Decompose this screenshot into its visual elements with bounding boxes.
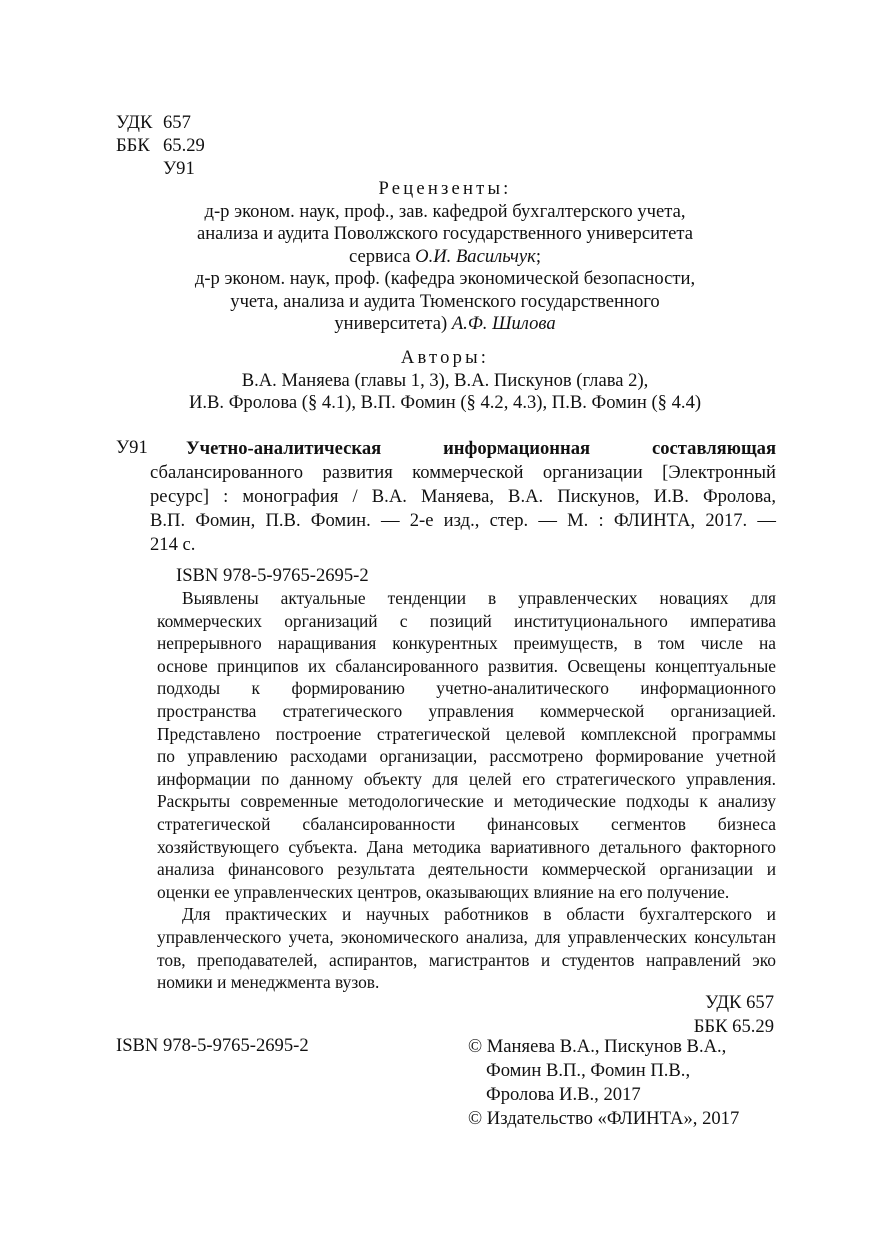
reviewer-line xyxy=(116,313,774,336)
abstract-line: Выявлены актуальные тенденции в управленческих новациях для xyxy=(182,588,776,608)
abstract-line: Раскрыты современные методологические и методические подходы к анализу xyxy=(157,791,776,812)
abstract-line: хозяйствующего субъекта. Дана методика вариативного детального факторного xyxy=(157,836,776,857)
abstract-line: пространства стратегического управления коммерческой организацией. xyxy=(157,700,776,721)
audience-line: управленческого учета, экономического анализа, для управленческих консультан xyxy=(157,926,776,947)
footer-bbk: ББК 65.29 xyxy=(693,1016,774,1037)
udk-label: УДК xyxy=(116,112,153,133)
entry-line: ресурс] : монография / В.А. Маняева, В.А. Пискунов, И.В. Фролова, xyxy=(150,486,776,507)
footer-udk: УДК 657 xyxy=(705,992,774,1013)
copyright-line: © Издательство «ФЛИНТА», 2017 xyxy=(468,1108,740,1129)
bibliographic-entry xyxy=(150,437,776,557)
copyright-line: © Маняева В.А., Пискунов В.А., xyxy=(468,1036,727,1057)
abstract-line: оценки ее управленческих центров, оказывающих влияние на его получение. xyxy=(157,881,730,902)
reviewer-line: д-р эконом. наук, проф., зав. кафедрой бухгалтерского учета, xyxy=(204,200,686,222)
footer-codes xyxy=(694,991,774,1039)
entry-line: сбалансированного развития коммерческой организации [Электронный xyxy=(150,462,776,483)
reviewers-block xyxy=(116,178,774,336)
reviewer-line: анализа и аудита Поволжского государственного университета xyxy=(196,223,694,244)
copyright-line: Фролова И.В., 2017 xyxy=(486,1084,641,1105)
reviewer-line-prefix: сервиса xyxy=(349,245,416,267)
bbk-line xyxy=(116,135,205,157)
abstract-line: стратегической сбалансированности финансовых сегментов бизнеса xyxy=(157,813,776,834)
copyright-block xyxy=(468,1035,739,1131)
entry-title: Учетно-аналитическая информационная составляющая xyxy=(186,438,776,459)
authors-block xyxy=(116,347,774,415)
reviewer-line-suffix: ; xyxy=(535,245,541,267)
reviewer-line-prefix: университета) xyxy=(334,313,452,334)
author-mark: У91 xyxy=(163,158,195,179)
abstract-line: подходы к формированию учетно-аналитического информационного xyxy=(157,678,776,699)
abstract-line: коммерческих организаций с позиций институционального императива xyxy=(157,610,776,631)
udk-line xyxy=(116,112,191,134)
abstract-line: Представлено построение стратегической целевой комплексной программы xyxy=(157,723,776,744)
footer-isbn: ISBN 978-5-9765-2695-2 xyxy=(116,1035,309,1056)
reviewer-name: А.Ф. Шилова xyxy=(451,313,556,334)
abstract-line: непрерывного наращивания конкурентных преимуществ, в том числе на xyxy=(157,633,776,654)
bbk-value: 65.29 xyxy=(163,135,205,156)
entry-line: 214 с. xyxy=(150,534,196,555)
abstract-line: по управлению расходами организации, рассмотрено формирование учетной xyxy=(157,746,776,767)
abstract-line: информации по данному объекту для целей его стратегического управления. xyxy=(157,768,776,789)
authors-line: И.В. Фролова (§ 4.1), В.П. Фомин (§ 4.2, 4.3), П.В. Фомин (§ 4.4) xyxy=(188,392,702,413)
abstract xyxy=(157,587,776,994)
bbk-label: ББК xyxy=(116,135,150,156)
reviewers-heading: Рецензенты: xyxy=(378,178,512,199)
entry-code: У91 xyxy=(116,437,148,458)
authors-line: В.А. Маняева (главы 1, 3), В.А. Пискунов (глава 2), xyxy=(241,369,649,391)
reviewer-line: д-р эконом. наук, проф. (кафедра экономической безопасности, xyxy=(194,268,696,289)
audience-line: номики и менеджмента вузов. xyxy=(157,972,380,993)
udk-value: 657 xyxy=(163,112,191,133)
audience-line: Для практических и научных работников в области бухгалтерского и xyxy=(182,904,776,925)
entry-line: В.П. Фомин, П.В. Фомин. — 2-е изд., стер. — М. : ФЛИНТА, 2017. — xyxy=(150,510,776,531)
copyright-line: Фомин В.П., Фомин П.В., xyxy=(486,1060,691,1081)
audience-line: тов, преподавателей, аспирантов, магистрантов и студентов направлений эко xyxy=(157,949,776,970)
abstract-line: основе принципов их сбалансированного развития. Освещены концептуальные xyxy=(157,655,776,676)
reviewer-name: О.И. Васильчук xyxy=(415,245,536,267)
entry-isbn: ISBN 978-5-9765-2695-2 xyxy=(176,565,369,586)
authors-heading: Авторы: xyxy=(400,347,490,368)
reviewer-line: учета, анализа и аудита Тюменского государственного xyxy=(230,290,660,312)
reviewer-line xyxy=(116,246,774,269)
abstract-line: анализа финансового результата деятельности коммерческой организации и xyxy=(157,859,776,880)
